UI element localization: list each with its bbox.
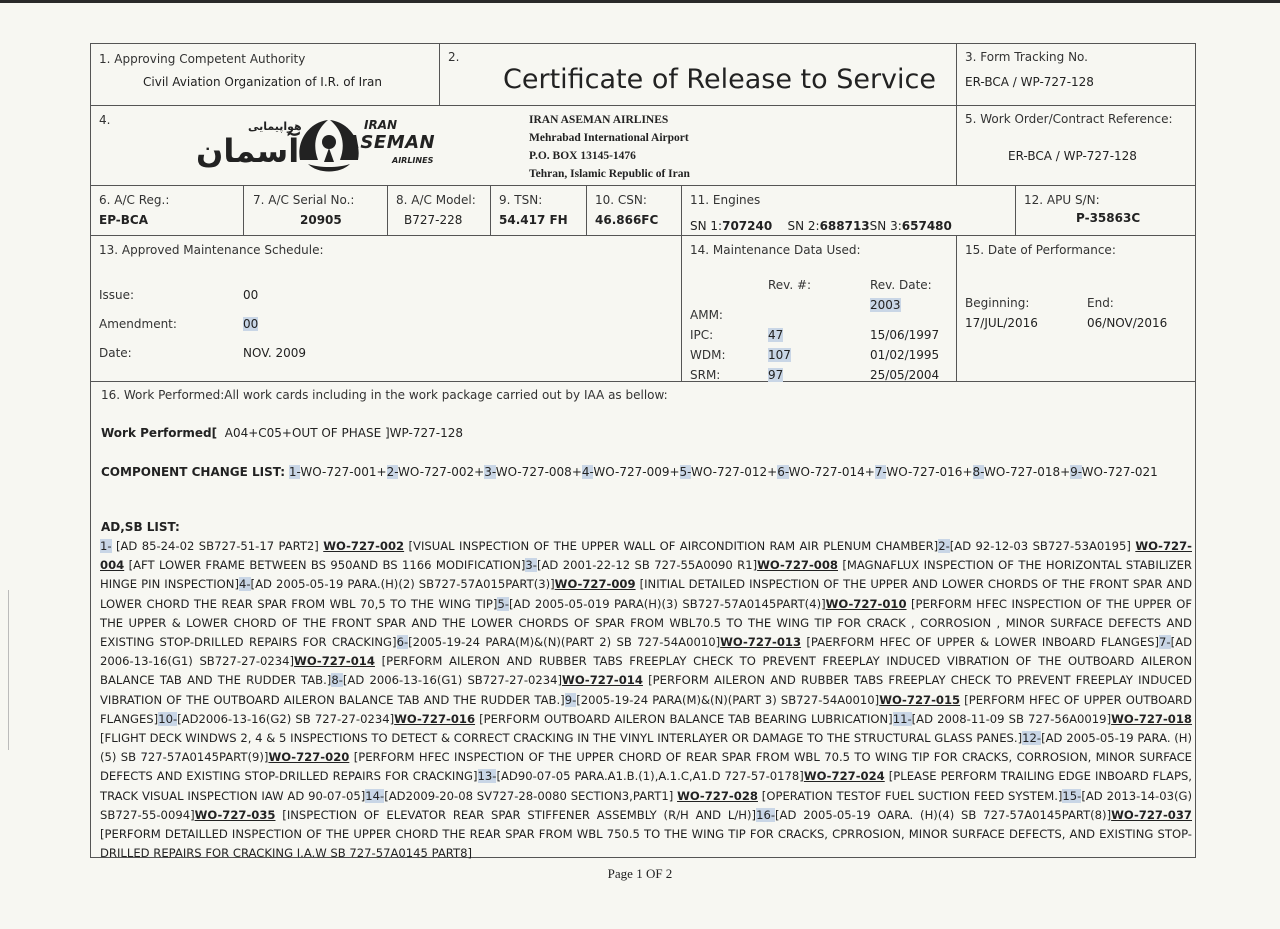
beginning-label: Beginning: [965, 296, 1030, 310]
ccl-item-number: 5- [679, 465, 692, 479]
adsb-item-number: 15- [1062, 788, 1082, 803]
ccl-item: WO-727-014+ [788, 465, 875, 479]
adsb-item-description: [PERFORM HFEC INSPECTION OF THE UPPER OF THE UPPER & LOWER CHORD OF THE FRONT SPAR AND THE LOWER CHORDS OF SPAR FROM WBL70.5 TO THE WING TIP FOR CRACK , CORROSION , MINOR SURFACE DEFECTS AND EXISTING STOP-DRILLED REPAIRS FOR CRACKING] [100, 596, 1192, 650]
adsb-item-reference: [2005-19-24 PARA(M)&(N)(PART 2) SB 727-54A0010] [408, 635, 721, 650]
ccl-item-number: 1- [288, 465, 301, 479]
adsb-item-description: [INITIAL DETAILED INSPECTION OF THE UPPER AND LOWER CHORDS OF THE FRONT SPAR AND LOWER CHORD THE REAR SPAR FROM WBL 70,5 TO THE WING TIP] [100, 577, 1192, 611]
adsb-item-number: 4- [238, 577, 251, 592]
ccl-item: WO-727-002+ [398, 465, 485, 479]
adsb-item-number: 9- [564, 692, 577, 707]
logo-persian-small: هواپیمایی [248, 120, 302, 133]
ccl-item: WO-727-021 [1081, 465, 1158, 479]
ccl-item-number: 9- [1070, 465, 1082, 479]
engine2-label: SN 2: [787, 219, 820, 233]
component-change-list [101, 462, 1181, 482]
work-performed-value: A04+C05+OUT OF PHASE ]WP-727-128 [224, 426, 463, 440]
box1-label: 1. Approving Competent Authority [99, 52, 306, 66]
adsb-item-number: 6- [396, 635, 409, 650]
ccl-item-number: 6- [777, 465, 789, 479]
box5-label: 5. Work Order/Contract Reference: [965, 112, 1173, 126]
adsb-item-reference: [AD2006-13-16(G2) SB 727-27-0234] [177, 711, 395, 726]
box14-label: 14. Maintenance Data Used: [690, 243, 861, 257]
amendment-value: 00 [243, 317, 259, 331]
adsb-item-reference: [AD 85-24-02 SB727-51-17 PART2] [111, 539, 324, 553]
box2-label: 2. [448, 50, 460, 64]
box-ac-model [387, 186, 490, 236]
box7-label: 7. A/C Serial No.: [253, 193, 355, 207]
adsb-item-work-order: WO-727-014 [294, 654, 375, 669]
adsb-item-reference: [AD90-07-05 PARA.A1.B.(1),A.1.C,A1.D 727-57-0178] [496, 769, 804, 784]
adsb-item-description: [VISUAL INSPECTION OF THE UPPER WALL OF AIRCONDITION RAM AIR PLENUM CHAMBER] [404, 539, 939, 553]
adsb-item-reference: [AD 92-12-03 SB727-53A0195] [949, 539, 1136, 553]
issue-value: 00 [243, 288, 259, 302]
ccl-item-number: 3- [484, 465, 496, 479]
box9-label: 9. TSN: [499, 193, 543, 207]
adsb-item-description: [PAERFORM HFEC OF UPPER & LOWER INBOARD FLANGES] [801, 635, 1160, 650]
airline-address [529, 111, 690, 183]
adsb-item-work-order: WO-727-028 [677, 788, 758, 803]
adsb-item-work-order: WO-727-010 [825, 596, 907, 611]
adsb-item-reference: [AD 2001-22-12 SB 727-55A0090 R1] [536, 558, 758, 573]
adsb-item-work-order: WO-727-009 [554, 577, 636, 592]
adsb-item-reference: [AD 2013-14-03(G) SB727-55-0094] [100, 788, 1192, 822]
adsb-item-description: [PERFORM OUTBOARD AILERON BALANCE TAB BEARING LUBRICATION] [475, 711, 893, 726]
adsb-item-work-order: WO-727-015 [879, 692, 961, 707]
data-row-name: WDM: [690, 348, 726, 362]
box-ac-serial [243, 186, 387, 236]
data-row-date: 2003 [870, 298, 901, 312]
engine3-label: SN 3: [869, 219, 902, 233]
box10-value: 46.866FC [595, 213, 659, 227]
adsb-item-work-order: WO-727-002 [323, 539, 405, 553]
box-engines [681, 186, 1015, 236]
adsb-item-reference: [2005-19-24 PARA(M)&(N)(PART 3) SB727-54A0010] [576, 692, 880, 707]
issue-label: Issue: [99, 288, 135, 302]
box8-value: B727-228 [404, 213, 463, 227]
adsb-item-number: 16- [756, 807, 775, 822]
box12-value: P-35863C [1076, 211, 1141, 225]
box8-label: 8. A/C Model: [396, 193, 476, 207]
box7-value: 20905 [300, 213, 342, 227]
adsb-item-reference: [AD2009-20-08 SV727-28-0080 SECTION3,PART1] [384, 788, 678, 803]
adsb-item-reference: [AD 2005-05-019 PARA(H)(3) SB727-57A0145PART(4)] [509, 596, 826, 611]
adsb-item-description: [PERFORM HFEC OF UPPER OUTBOARD FLANGES] [100, 692, 1193, 726]
data-row-name: AMM: [690, 308, 723, 322]
adsb-item-work-order: WO-727-013 [720, 635, 802, 650]
logo-airlines: AIRLINES [392, 156, 434, 165]
adsb-item-description: [PERFORM DETAILLED INSPECTION OF THE UPPER CHORD THE REAR SPAR FROM WBL 750.5 TO THE WING TIP FOR CRACKS, CPRROSION, MINOR SURFACE DEFECTS, AND EXISTING STOP- DRILLED REPAIRS FOR CRACKING I.A.W SB 727-57A0145 PART8] [100, 827, 1192, 861]
adsb-item-description: [AFT LOWER FRAME BETWEEN BS 950AND BS 1166 MODIFICATION] [124, 558, 526, 573]
adsb-item-description: [PERFORM HFEC INSPECTION OF THE UPPER CHORD OF REAR SPAR FROM WBL 70.5 TO WING TIP FOR CRACKS, CORROSION, MINOR SURFACE DEFECTS AND EXISTING STOP-DRILLED REPAIRS FOR CRACKING] [100, 750, 1192, 784]
adsb-item-number: 2- [938, 539, 950, 553]
adsb-item-work-order: WO-727-035 [194, 807, 276, 822]
box-csn [586, 186, 681, 236]
adsb-item-reference: [AD 2005-05-19 OARA. (H)(4) SB 727-57A0145PART(8)] [775, 807, 1112, 822]
engine2-serial: 688713 [819, 219, 870, 233]
data-row-name: SRM: [690, 368, 721, 382]
adsb-item-work-order: WO-727-018 [1111, 711, 1192, 726]
adsb-item-number: 14- [365, 788, 385, 803]
box3-value: ER-BCA / WP-727-128 [965, 75, 1094, 89]
date-label: Date: [99, 346, 132, 360]
adsb-item-number: 3- [525, 558, 537, 573]
ccl-item: WO-727-018+ [983, 465, 1071, 479]
address-line-2: Mehrabad International Airport [529, 132, 689, 144]
box3-label: 3. Form Tracking No. [965, 50, 1088, 64]
adsb-item-description: [FLIGHT DECK WINDWS 2, 4 & 5 INSPECTIONS TO DETECT & CORRECT CRACKING IN THE VINYL INTERLAYER OR DAMAGE TO THE STRUCTURAL GLASS PANES.] [100, 731, 1023, 746]
adsb-item-work-order: WO-727-014 [562, 673, 643, 688]
adsb-item-description: [PLEASE PERFORM TRAILING EDGE INBOARD FLAPS, TRACK VISUAL INSPECTION IAW AD 90-07-05] [100, 769, 1192, 803]
data-row-date: 01/02/1995 [870, 348, 940, 362]
box15-label: 15. Date of Performance: [965, 243, 1116, 257]
adsb-item-number: 7- [1159, 635, 1171, 650]
ccl-item-number: 4- [581, 465, 594, 479]
box6-label: 6. A/C Reg.: [99, 193, 170, 207]
box-date-performance [956, 236, 1195, 382]
address-line-4: Tehran, Islamic Republic of Iran [529, 168, 690, 180]
adsb-item-work-order: WO-727-004 [100, 539, 1192, 573]
box12-label: 12. APU S/N: [1024, 193, 1100, 207]
adsb-item-reference: [AD 2006-13-16(G1) SB727-27-0234] [100, 635, 1192, 669]
logo-iran: IRAN [364, 118, 398, 132]
beginning-value: 17/JUL/2016 [965, 316, 1038, 330]
box1-value: Civil Aviation Organization of I.R. of Iran [143, 75, 383, 89]
adsb-item-reference: [AD 2006-13-16(G1) SB727-27-0234] [342, 673, 563, 688]
adsb-item-work-order: WO-727-037 [1111, 807, 1192, 822]
adsb-item-work-order: WO-727-008 [757, 558, 838, 573]
box-tsn [490, 186, 586, 236]
adsb-item-number: 10- [158, 711, 178, 726]
engine-serials [690, 219, 952, 233]
box-maintenance-schedule [91, 236, 681, 382]
address-line-1: IRAN ASEMAN AIRLINES [529, 114, 669, 126]
adsb-item-number: 5- [497, 596, 510, 611]
adsb-item-work-order: WO-727-016 [394, 711, 476, 726]
box-form-tracking [956, 44, 1195, 106]
box-maintenance-data [681, 236, 956, 382]
adsb-item-reference: [AD 2005-05-19 PARA. (H)(5) SB 727-57A0145PART(9)] [100, 731, 1193, 765]
engine1-serial: 707240 [722, 219, 773, 233]
adsb-item-number: 8- [331, 673, 343, 688]
airline-logo [196, 116, 456, 178]
logo-persian-big: آسمان [196, 132, 300, 170]
end-value: 06/NOV/2016 [1087, 316, 1168, 330]
box11-label: 11. Engines [690, 193, 761, 207]
box-work-order [956, 106, 1195, 186]
rev-header: Rev. #: [768, 278, 812, 292]
data-row-rev: 47 [768, 328, 784, 342]
data-row-date: 15/06/1997 [870, 328, 940, 342]
page-title: Certificate of Release to Service [503, 64, 936, 95]
address-line-3: P.O. BOX 13145-1476 [529, 150, 636, 162]
amendment-label: Amendment: [99, 317, 177, 331]
ccl-items [289, 465, 1158, 479]
work-performed-label: Work Performed[ [101, 426, 218, 440]
ccl-item-number: 8- [972, 465, 984, 479]
work-performed-line [101, 426, 463, 440]
ccl-item: WO-727-012+ [691, 465, 778, 479]
adsb-list [100, 537, 1192, 863]
adsb-item-number: 1- [100, 539, 112, 553]
adsb-item-number: 13- [477, 769, 497, 784]
adsb-item-work-order: WO-727-024 [803, 769, 885, 784]
date-value: NOV. 2009 [243, 346, 307, 360]
ccl-item-number: 7- [874, 465, 887, 479]
adsb-item-number: 12- [1022, 731, 1042, 746]
end-label: End: [1087, 296, 1114, 310]
box4-label: 4. [99, 113, 111, 127]
box13-label: 13. Approved Maintenance Schedule: [99, 243, 324, 257]
adsb-item-work-order: WO-727-020 [268, 750, 350, 765]
data-row-name: IPC: [690, 328, 714, 342]
engine1-label: SN 1: [690, 219, 723, 233]
ccl-label: COMPONENT CHANGE LIST: [101, 465, 286, 479]
ccl-item-number: 2- [386, 465, 399, 479]
box10-label: 10. CSN: [595, 193, 647, 207]
adsb-item-description: [OPERATION TESTOF FUEL SUCTION FEED SYSTEM.] [757, 788, 1063, 803]
ccl-item: WO-727-009+ [593, 465, 680, 479]
box16-label: 16. Work Performed:All work cards including in the work package carried out by IAA as bellow: [101, 388, 668, 402]
logo-aseman: ASEMAN [346, 132, 436, 153]
box-approving-authority [91, 44, 439, 106]
box5-value: ER-BCA / WP-727-128 [1008, 149, 1137, 163]
adsb-item-reference: [AD 2008-11-09 SB 727-56A0019] [911, 711, 1112, 726]
adsb-item-description: [PERFORM AILERON AND RUBBER TABS FREEPLAY CHECK TO PREVENT FREEPLAY INDUCED VIBRATION OF THE OUTBOARD AILERON BALANCE TAB AND THE RUDDER TAB.] [100, 673, 1192, 707]
ccl-item: WO-727-016+ [886, 465, 973, 479]
scan-margin-line [8, 590, 9, 750]
data-row-date: 25/05/2004 [870, 368, 940, 382]
data-row-rev: 97 [768, 368, 784, 382]
box9-value: 54.417 FH [499, 213, 568, 227]
adsb-item-description: [INSPECTION OF ELEVATOR REAR SPAR STIFFENER ASSEMBLY (R/H AND L/H)] [275, 807, 757, 822]
box6-value: EP-BCA [99, 213, 149, 227]
engine3-serial: 657480 [901, 219, 952, 233]
adsb-label [101, 520, 180, 534]
adsb-label-text: AD,SB LIST: [101, 520, 180, 534]
adsb-item-reference: [AD 2005-05-19 PARA.(H)(2) SB727-57A015PART(3)] [250, 577, 555, 592]
box-organisation [91, 106, 956, 186]
box-form-title [439, 44, 956, 106]
page-number: Page 1 OF 2 [607, 866, 673, 881]
adsb-item-description: [PERFORM AILERON AND RUBBER TABS FREEPLAY CHECK TO PREVENT FREEPLAY INDUCED VIBRATION OF THE OUTBOARD AILERON BALANCE TAB AND THE RUDDER TAB.] [100, 654, 1192, 688]
adsb-item-number: 11- [892, 711, 912, 726]
ccl-item: WO-727-001+ [300, 465, 387, 479]
box-apu [1015, 186, 1195, 236]
rev-date-header: Rev. Date: [870, 278, 932, 292]
data-row-rev: 107 [768, 348, 791, 362]
scan-edge-line [0, 0, 1280, 3]
adsb-item-description: [MAGNAFLUX INSPECTION OF THE HORIZONTAL STABILIZER HINGE PIN INSPECTION] [100, 558, 1192, 592]
ccl-item: WO-727-008+ [495, 465, 582, 479]
box-ac-reg [91, 186, 243, 236]
